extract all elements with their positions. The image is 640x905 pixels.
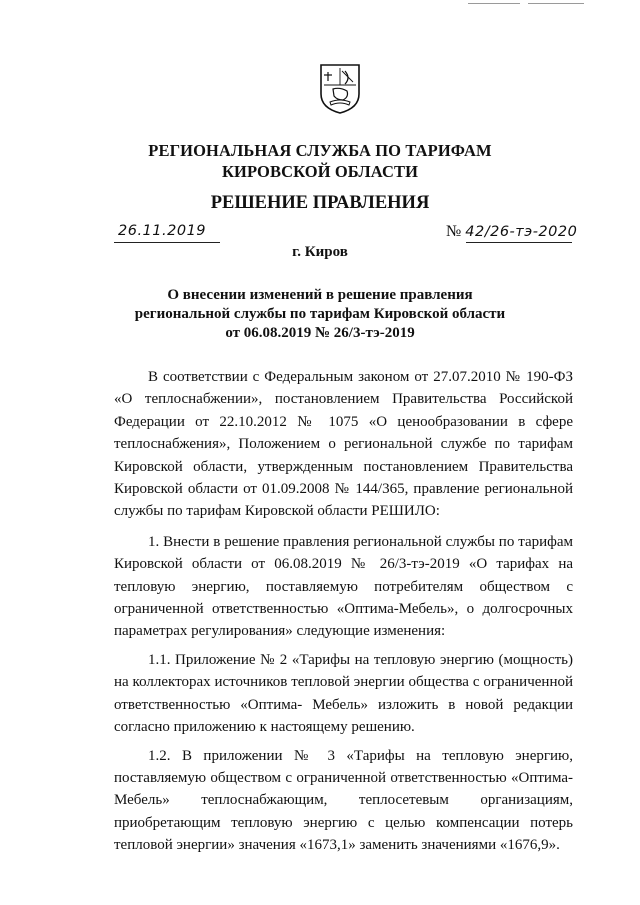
decision-title: РЕШЕНИЕ ПРАВЛЕНИЯ	[210, 193, 430, 213]
subject-heading	[0, 286, 640, 343]
paragraph-preamble: В соответствии с Федеральным законом от 27.07.2010 № 190-ФЗ «О теплоснабжении», постановлением Правительства Российской Федерации от 22.10.2012 № 1075 «О ценообразовании в сфере теплоснабжения», Положением о региональной службе по тарифам Кировской области, утвержденным постановлением Правительства Кировской области от 01.09.2008 № 144/365, правление региональной службы по тарифам Кировской области РЕШИЛО:	[114, 369, 573, 520]
date-underline	[114, 242, 220, 243]
paragraph-item-1: 1. Внести в решение правления региональной службы по тарифам Кировской области от 06.08.2019 № 26/3-тэ-2019 «О тарифах на тепловую энергию, поставляемую потребителям обществом с ограниченной ответственностью «Оптима-Мебель», о долгосрочных параметрах регулирования» следующие изменения:	[114, 533, 573, 640]
subject-line3: от 06.08.2019 № 26/3-тэ-2019	[225, 325, 415, 341]
document-body	[114, 366, 573, 863]
scan-edge-mark	[528, 3, 584, 4]
coat-of-arms-icon	[318, 62, 362, 116]
decision-date: 26.11.2019	[118, 223, 207, 239]
scan-edge-mark	[468, 3, 520, 4]
subject-line2: региональной службы по тарифам Кировской области	[134, 306, 506, 322]
number-value: 42/26-тэ-2020	[465, 224, 578, 240]
city: г. Киров	[292, 244, 348, 260]
number-underline	[466, 242, 572, 243]
number-label: №	[446, 223, 462, 240]
decision-number	[446, 223, 577, 241]
paragraph-item-1-2: 1.2. В приложении № 3 «Тарифы на тепловую энергию, поставляемую обществом с ограниченной ответственностью «Оптима-Мебель» теплоснабжающим, теплосетевым организациям, приобретающим тепловую энергию с целью компенсации потерь тепловой энергии» значения «1673,1» заменить значениями «1676,9».	[114, 747, 573, 854]
org-title-line1: РЕГИОНАЛЬНАЯ СЛУЖБА ПО ТАРИФАМ	[148, 141, 492, 160]
subject-line1: О внесении изменений в решение правления	[167, 287, 473, 303]
org-title-line2: КИРОВСКОЙ ОБЛАСТИ	[221, 162, 419, 181]
paragraph-item-1-1: 1.1. Приложение № 2 «Тарифы на тепловую энергию (мощность) на коллекторах источников тепловой энергии общества с ограниченной ответственностью «Оптима- Мебель» изложить в новой редакции согласно приложению к настоящему решению.	[114, 651, 573, 736]
